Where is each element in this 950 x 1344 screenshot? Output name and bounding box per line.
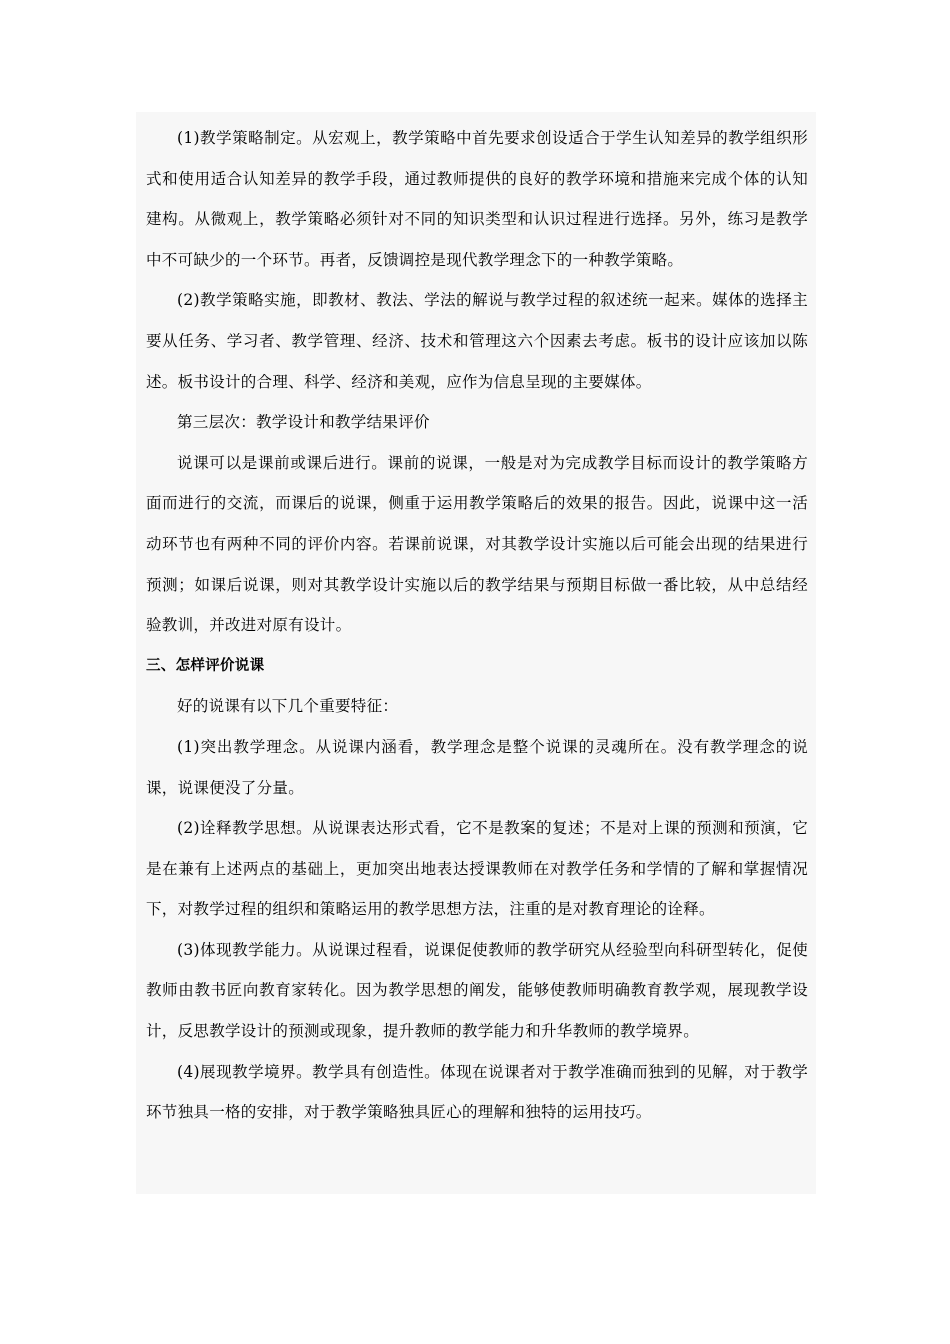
- paragraph-strategy-implementation: (2)教学策略实施，即教材、教法、学法的解说与教学过程的叙述统一起来。媒体的选择主要从任务、学习者、教学管理、经济、技术和管理这六个因素去考虑。板书的设计应该加以陈述。板书设计的合理、科学、经济和美观，应作为信息呈现的主要媒体。: [146, 291, 808, 391]
- paragraph-feature-4: (4)展现教学境界。教学具有创造性。体现在说课者对于教学准确而独到的见解，对于教学环节独具一格的安排，对于教学策略独具匠心的理解和独特的运用技巧。: [146, 1062, 808, 1122]
- paragraph-feature-3: (3)体现教学能力。从说课过程看，说课促使教师的教学研究从经验型向科研型转化，促使教师由教书匠向教育家转化。因为教学思想的阐发，能够使教师明确教育教学观，展现教学设计，反思教学设计的预测或现象，提升教师的教学能力和升华教师的教学境界。: [146, 940, 808, 1041]
- paragraph-pre-post-lesson: 说课可以是课前或课后进行。课前的说课，一般是对为完成教学目标而设计的教学策略方面而进行的交流，而课后的说课，侧重于运用教学策略后的效果的报告。因此，说课中这一活动环节也有两种不同的评价内容。若课前说课，对其教学设计实施以后可能会出现的结果进行预测；如课后说课，则对其教学设计实施以后的教学结果与预期目标做一番比较，从中总结经验教训，并改进对原有设计。: [146, 453, 808, 635]
- document-body: [146, 118, 808, 1133]
- paragraph-level-three-title: 第三层次：教学设计和教学结果评价: [177, 413, 430, 432]
- section-heading-evaluate: 三、怎样评价说课: [146, 657, 265, 674]
- paragraph-strategy-design: (1)教学策略制定。从宏观上，教学策略中首先要求创设适合于学生认知差异的教学组织形式和使用适合认知差异的教学手段，通过教师提供的良好的教学环境和措施来完成个体的认知建构。从微观上，教学策略必须针对不同的知识类型和认识过程进行选择。另外，练习是教学中不可缺少的一个环节。再者，反馈调控是现代教学理念下的一种教学策略。: [146, 129, 808, 269]
- paragraph-feature-1: (1)突出教学理念。从说课内涵看，教学理念是整个说课的灵魂所在。没有教学理念的说课，说课便没了分量。: [146, 737, 808, 797]
- paragraph-features-intro: 好的说课有以下几个重要特征：: [177, 697, 399, 716]
- paragraph-feature-2: (2)诠释教学思想。从说课表达形式看，它不是教案的复述；不是对上课的预测和预演，它是在兼有上述两点的基础上，更加突出地表达授课教师在对教学任务和学情的了解和掌握情况下，对教学过程的组织和策略运用的教学思想方法，注重的是对教育理论的诠释。: [146, 819, 808, 919]
